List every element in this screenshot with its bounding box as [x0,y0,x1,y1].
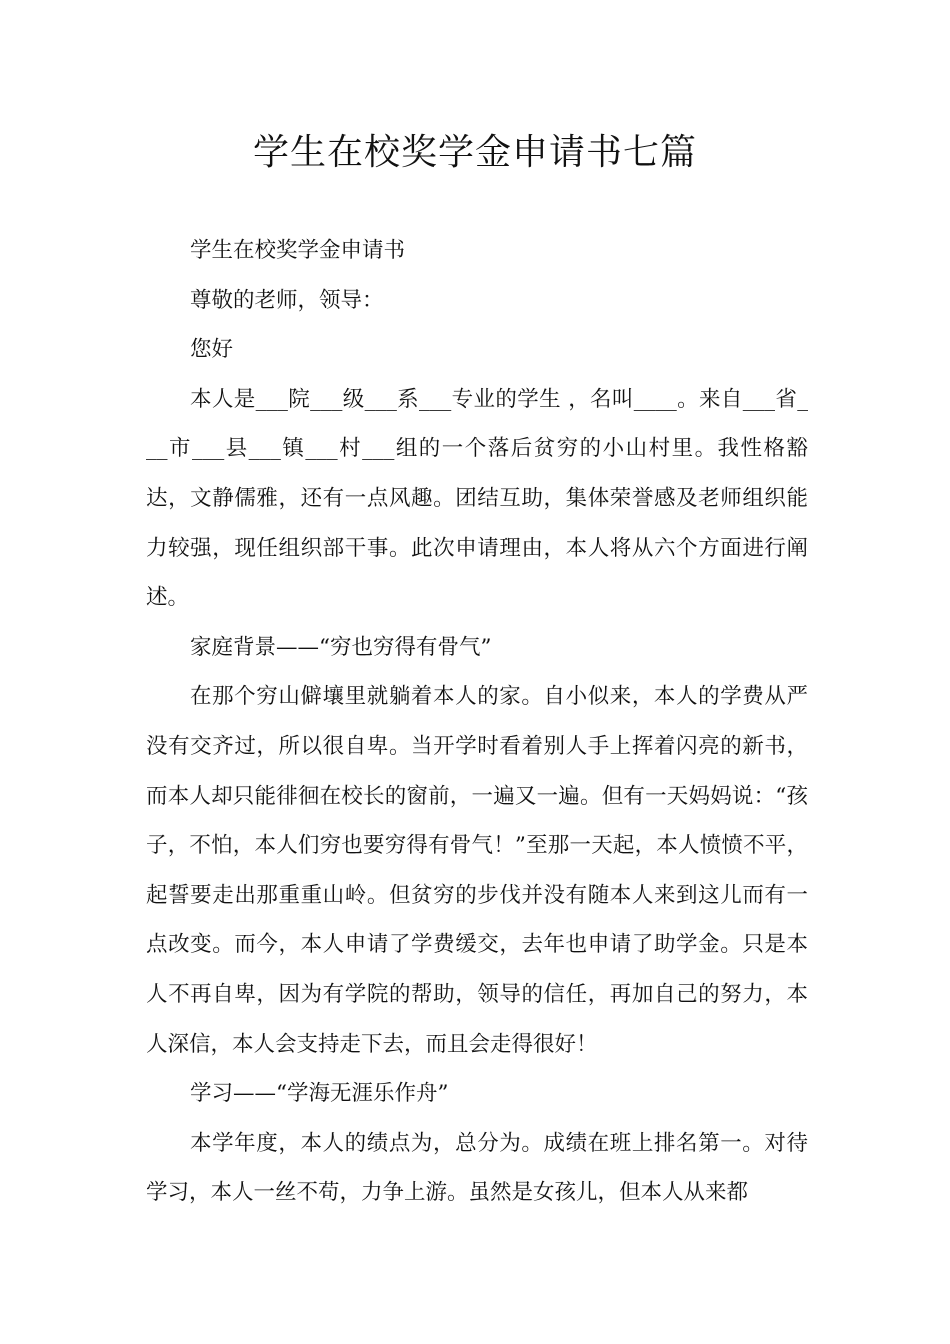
document-title: 学生在校奖学金申请书七篇 [252,132,697,173]
paragraph-study: 本学年度，本人的绩点为，总分为。成绩在班上排名第一。对待学习，本人一丝不苟，力争上游。虽然是女孩儿，但本人从来都 [146,1130,808,1206]
section-heading-study: 学习——“学海无涯乐作舟” [190,1081,449,1107]
document-body [146,226,808,1218]
paragraph-family: 在那个穷山僻壤里就躺着本人的家。自小似来，本人的学费从严没有交齐过，所以很自卑。当开学时看着别人手上挥着闪亮的新书，而本人却只能徘徊在校长的窗前，一遍又一遍。但有一天妈妈说：“孩子，不怕，本人们穷也要穷得有骨气！”至那一天起，本人愤愤不平，起誓要走出那重重山岭。但贫穷的步伐并没有随本人来到这儿而有一点改变。而今，本人申请了学费缓交，去年也申请了助学金。只是本人不再自卑，因为有学院的帮助，领导的信任，再加自己的努力，本人深信，本人会支持走下去，而且会走得很好！ [146,684,808,1057]
paragraph-greeting: 您好 [190,337,234,363]
section-heading-family: 家庭背景——“穷也穷得有骨气” [190,634,492,660]
paragraph-salutation: 尊敬的老师，领导： [190,287,384,313]
paragraph-introduction: 本人是___院___级___系___专业的学生 ，名叫____。来自___省___市___县___镇___村___组的一个落后贫穷的小山村里。我性格豁达，文静儒雅，还有一点风趣。团结互助，集体荣誉感及老师组织能力较强，现任组织部干事。此次申请理由，本人将从六个方面进行阐述。 [146,386,808,611]
paragraph-heading: 学生在校奖学金申请书 [190,238,406,263]
